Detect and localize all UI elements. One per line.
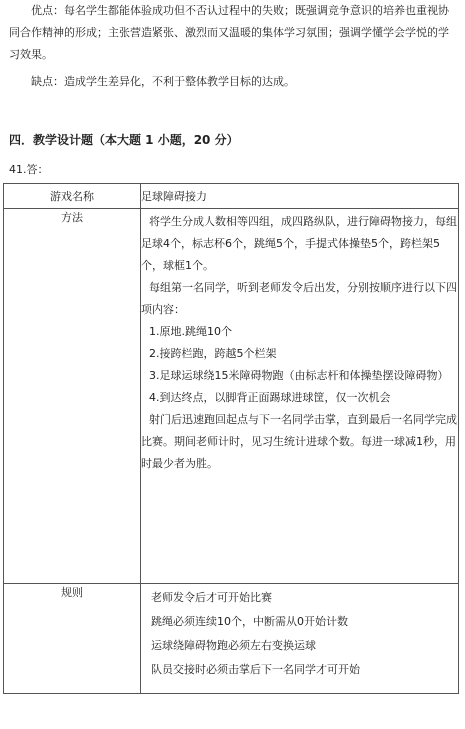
rules-row xyxy=(4,584,459,694)
table-header-row xyxy=(4,184,459,209)
method-paragraph: 将学生分成人数相等四组，成四路纵队，进行障碍物接力，每组足球4个，标志杯6个，跳绳5个，手提式体操垫5个，跨栏架5个，球框1个。 xyxy=(141,215,457,272)
rule-item: 队员交接时必须击掌后下一名同学才可开始 xyxy=(151,663,360,676)
rule-item: 老师发令后才可开始比赛 xyxy=(151,591,272,604)
game-design-table xyxy=(3,183,459,694)
rules-content xyxy=(141,584,459,694)
rule-item: 跳绳必须连续10个，中断需从0开始计数 xyxy=(151,615,348,628)
method-content xyxy=(141,209,459,584)
rule-item: 运球绕障碍物跑必须左右变换运球 xyxy=(151,639,316,652)
question-label: 41.答： xyxy=(9,163,49,176)
disadvantages-paragraph: 缺点：造成学生差异化，不利于整体教学目标的达成。 xyxy=(31,75,295,88)
rules-label: 规则 xyxy=(4,584,141,694)
method-step: 2.接跨栏跑，跨越5个栏架 xyxy=(149,347,277,360)
method-row xyxy=(4,209,459,584)
method-paragraph: 射门后迅速跑回起点与下一名同学击掌，直到最后一名同学完成比赛。期间老师计时，见习生统计进球个数。每进一球减1秒，用时最少者为胜。 xyxy=(141,413,457,470)
advantages-paragraph: 优点：每名学生都能体验成功但不否认过程中的失败；既强调竞争意识的培养也重视协同合作精神的形成；主张营造紧张、激烈而又温暖的集体学习氛围；强调学懂学会学悦的学习效果。 xyxy=(9,4,449,61)
method-step: 4.到达终点，以脚背正面踢球进球筐，仅一次机会 xyxy=(149,391,391,404)
header-game-name-value: 足球障碍接力 xyxy=(141,184,459,209)
method-paragraph: 每组第一名同学，听到老师发令后出发，分别按顺序进行以下四项内容： xyxy=(141,281,457,316)
method-step: 1.原地.跳绳10个 xyxy=(149,325,232,338)
section-title: 四．教学设计题（本大题 1 小题，20 分） xyxy=(9,133,239,147)
method-step: 3.足球运球绕15米障碍物跑（由标志杆和体操垫摆设障碍物） xyxy=(149,369,449,382)
header-game-name-label: 游戏名称 xyxy=(4,184,141,209)
method-label: 方法 xyxy=(4,209,141,584)
